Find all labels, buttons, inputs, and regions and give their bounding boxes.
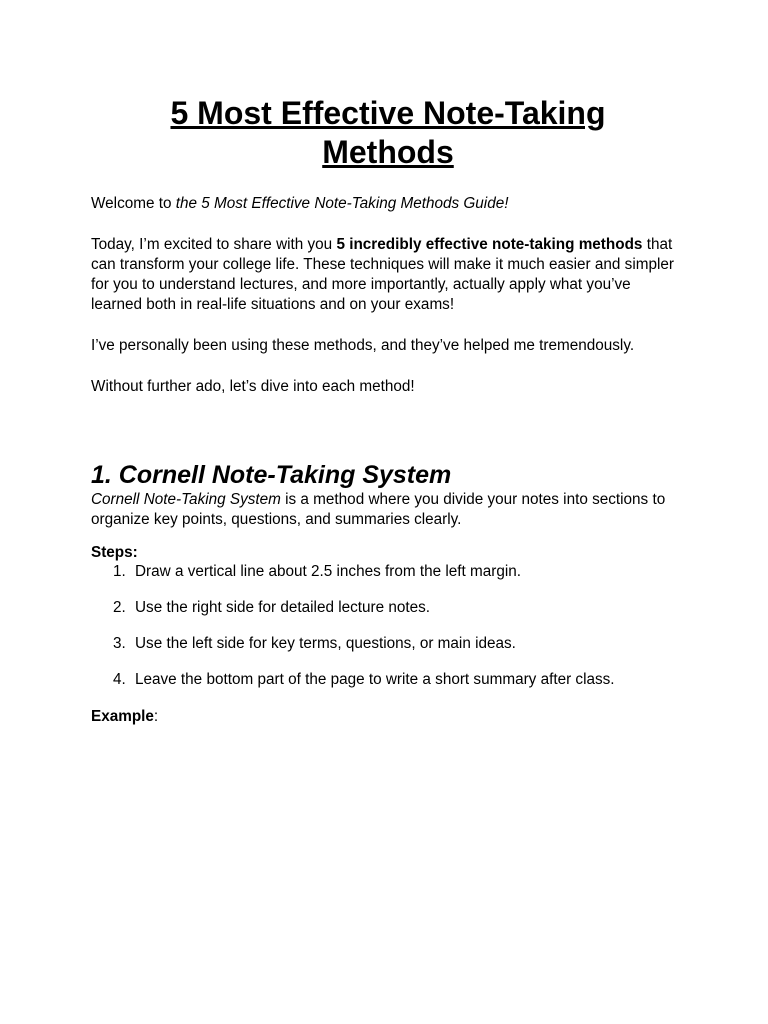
list-item: [91, 562, 681, 582]
example-label-colon: :: [153, 708, 159, 725]
intro-bold: 5 incredibly effective note-taking methods: [336, 236, 643, 253]
list-item-text: Draw a vertical line about 2.5 inches from the left margin.: [135, 563, 521, 580]
page-title-line1: 5 Most Effective Note-Taking: [170, 95, 606, 131]
section-description-rest: is a method where you divide your notes into sections to organize key points, questions, and summaries clearly.: [91, 491, 666, 528]
list-item-number: 4.: [113, 671, 126, 688]
further-paragraph: Without further ado, let’s dive into each method!: [91, 378, 415, 395]
page-title-line2: Methods: [322, 134, 454, 170]
list-item-text: Leave the bottom part of the page to write a short summary after class.: [135, 671, 615, 688]
intro-suffix: that can transform your college life. These techniques will make it much easier and simpler for you to understand lectures, and more importantly, actually apply what you’ve learned both in real-life situations and on your exams!: [91, 236, 674, 313]
welcome-paragraph: [91, 194, 681, 214]
intro-paragraph: [91, 235, 681, 315]
list-item: [91, 598, 681, 618]
personal-paragraph: I’ve personally been using these methods, and they’ve helped me tremendously.: [91, 337, 635, 354]
steps-label: Steps:: [91, 544, 138, 561]
section-description-term: Cornell Note-Taking System: [91, 491, 281, 508]
example-label: [91, 707, 681, 727]
section-heading-cornell: 1. Cornell Note-Taking System: [91, 461, 452, 489]
list-item-number: 1.: [113, 563, 126, 580]
list-item: [91, 670, 681, 690]
list-item-number: 3.: [113, 635, 126, 652]
document-page: [91, 94, 681, 727]
example-label-text: Example: [91, 708, 154, 725]
list-item: [91, 634, 681, 654]
list-item-text: Use the right side for detailed lecture notes.: [135, 599, 431, 616]
list-item-number: 2.: [113, 599, 126, 616]
welcome-prefix: Welcome to: [91, 195, 176, 212]
section-description: [91, 490, 681, 530]
steps-list: [91, 562, 681, 690]
welcome-guide-name: the 5 Most Effective Note-Taking Methods Guide!: [175, 195, 509, 212]
intro-prefix: Today, I’m excited to share with you: [91, 236, 337, 253]
page-title: [91, 94, 681, 172]
list-item-text: Use the left side for key terms, questions, or main ideas.: [135, 635, 516, 652]
